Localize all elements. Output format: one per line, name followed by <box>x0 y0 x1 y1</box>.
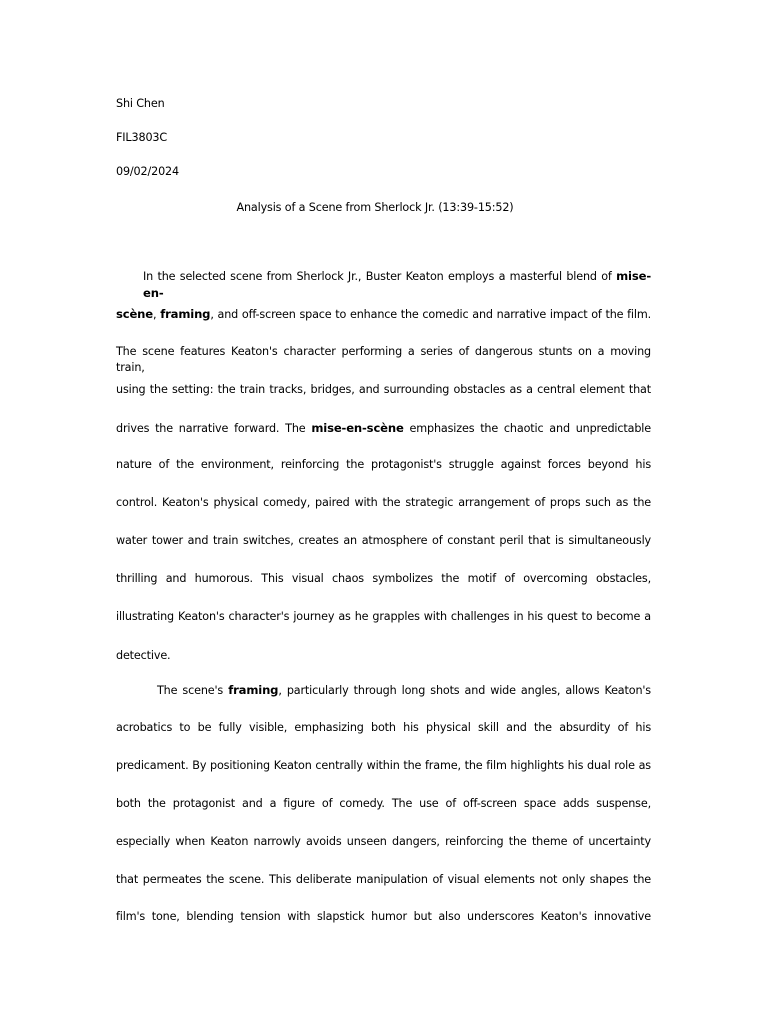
paragraph-1-line-9: thrilling and humorous. This visual chaos symbolizes the motif of overcoming obstacles, <box>116 572 651 585</box>
document-date: 09/02/2024 <box>116 165 179 178</box>
paragraph-2-line-1 <box>157 682 651 699</box>
emphasis-term: mise-en- <box>143 269 651 300</box>
emphasis-term: mise-en-scène <box>311 421 404 435</box>
course-code: FIL3803C <box>116 131 168 144</box>
text-run: , particularly through long shots and wide angles, allows Keaton's <box>278 684 651 697</box>
paragraph-1-line-3: The scene features Keaton's character performing a series of dangerous stunts on a moving train, <box>116 345 651 374</box>
paragraph-1-line-10: illustrating Keaton's character's journey as he grapples with challenges in his quest to become a <box>116 610 651 623</box>
paragraph-1-line-1 <box>143 268 651 302</box>
text-run: emphasizes the chaotic and unpredictable <box>403 422 651 435</box>
text-run: In the selected scene from Sherlock Jr., Buster Keaton employs a masterful blend of <box>143 270 617 283</box>
paragraph-1-line-6: nature of the environment, reinforcing the protagonist's struggle against forces beyond his <box>116 458 651 471</box>
paragraph-1-line-8: water tower and train switches, creates an atmosphere of constant peril that is simultaneously <box>116 534 651 547</box>
paragraph-1-line-2 <box>116 306 651 323</box>
author-name: Shi Chen <box>116 97 165 110</box>
emphasis-term: scène <box>116 307 154 321</box>
text-run: The scene's <box>157 684 229 697</box>
paragraph-1-line-11: detective. <box>116 649 171 662</box>
paragraph-1-line-7: control. Keaton's physical comedy, paired with the strategic arrangement of props such as the <box>116 496 651 509</box>
emphasis-term: framing <box>160 307 211 321</box>
paragraph-1-line-4: using the setting: the train tracks, bridges, and surrounding obstacles as a central element that <box>116 383 651 396</box>
paragraph-2-line-5: especially when Keaton narrowly avoids unseen dangers, reinforcing the theme of uncertainty <box>116 835 651 848</box>
paragraph-2-line-2: acrobatics to be fully visible, emphasizing both his physical skill and the absurdity of his <box>116 721 651 734</box>
text-run: drives the narrative forward. The <box>116 422 312 435</box>
paragraph-2-line-4: both the protagonist and a figure of comedy. The use of off-screen space adds suspense, <box>116 797 651 810</box>
paragraph-2-line-3: predicament. By positioning Keaton centrally within the frame, the film highlights his dual role as <box>116 759 651 772</box>
paragraph-2-line-6: that permeates the scene. This deliberate manipulation of visual elements not only shapes the <box>116 873 651 886</box>
text-run: , and off-screen space to enhance the comedic and narrative impact of the film. <box>210 308 652 321</box>
paragraph-1-line-5 <box>116 420 651 437</box>
emphasis-term: framing <box>228 683 279 697</box>
document-title: Analysis of a Scene from Sherlock Jr. (13:39-15:52) <box>236 201 514 214</box>
paragraph-2-line-7: film's tone, blending tension with slapstick humor but also underscores Keaton's innovative <box>116 910 651 923</box>
text-run: , <box>153 308 161 321</box>
